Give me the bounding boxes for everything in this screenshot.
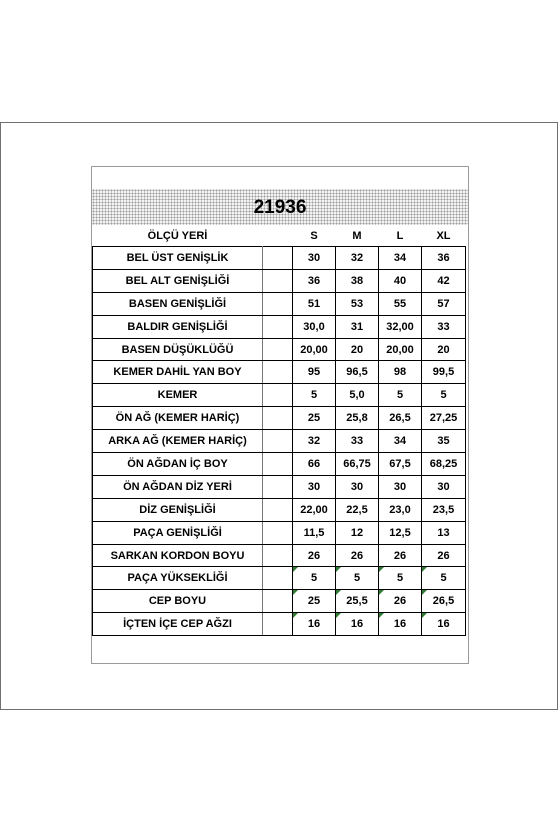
size-value-cell: 51 — [293, 292, 336, 315]
size-value-cell: 42 — [422, 269, 466, 292]
table-row — [93, 315, 466, 338]
size-value-cell: 30 — [293, 475, 336, 498]
header-size-m: M — [352, 229, 362, 242]
measure-label: DİZ GENİŞLİĞİ — [93, 498, 263, 521]
blank-cell — [263, 544, 293, 567]
size-value-cell: 68,25 — [422, 453, 466, 476]
size-value-cell: 53 — [336, 292, 379, 315]
size-value-cell: 5 — [293, 384, 336, 407]
blank-cell — [263, 475, 293, 498]
size-value-cell: 25,8 — [336, 407, 379, 430]
header-size-xl: XL — [436, 229, 451, 242]
measure-label: PAÇA GENİŞLİĞİ — [93, 521, 263, 544]
header-size-s: S — [310, 229, 318, 242]
table-row — [93, 453, 466, 476]
size-value-cell: 67,5 — [379, 453, 422, 476]
size-value-cell: 26 — [293, 544, 336, 567]
size-value-cell: 31 — [336, 315, 379, 338]
size-value-cell: 30,0 — [293, 315, 336, 338]
size-value-cell: 25 — [293, 590, 336, 613]
title-band — [92, 189, 468, 225]
size-value-cell: 32 — [336, 247, 379, 270]
size-value-cell: 26,5 — [379, 407, 422, 430]
table-row — [93, 430, 466, 453]
blank-cell — [263, 269, 293, 292]
table-row — [93, 247, 466, 270]
blank-cell — [263, 247, 293, 270]
size-value-cell: 22,00 — [293, 498, 336, 521]
size-value-cell: 38 — [336, 269, 379, 292]
size-value-cell: 5 — [379, 384, 422, 407]
size-value-cell: 16 — [422, 613, 466, 636]
size-value-cell: 5 — [336, 567, 379, 590]
size-value-cell: 25 — [293, 407, 336, 430]
size-value-cell: 20,00 — [379, 338, 422, 361]
size-value-cell: 12 — [336, 521, 379, 544]
measure-label: ÖN AĞDAN DİZ YERİ — [93, 475, 263, 498]
blank-cell — [263, 567, 293, 590]
blank-cell — [263, 498, 293, 521]
size-value-cell: 95 — [293, 361, 336, 384]
table-row — [93, 269, 466, 292]
measure-label: ÖN AĞ (KEMER HARİÇ) — [93, 407, 263, 430]
size-value-cell: 23,0 — [379, 498, 422, 521]
measure-label: KEMER DAHİL YAN BOY — [93, 361, 263, 384]
table-row — [93, 544, 466, 567]
size-value-cell: 40 — [379, 269, 422, 292]
measure-label: BEL ÜST GENİŞLİK — [93, 247, 263, 270]
measure-label: SARKAN KORDON BOYU — [93, 544, 263, 567]
blank-cell — [263, 453, 293, 476]
size-value-cell: 30 — [422, 475, 466, 498]
size-value-cell: 26 — [336, 544, 379, 567]
measure-label: BEL ALT GENİŞLİĞİ — [93, 269, 263, 292]
size-value-cell: 26,5 — [422, 590, 466, 613]
size-value-cell: 36 — [422, 247, 466, 270]
size-value-cell: 11,5 — [293, 521, 336, 544]
size-value-cell: 5 — [379, 567, 422, 590]
size-value-cell: 25,5 — [336, 590, 379, 613]
table-row — [93, 521, 466, 544]
size-value-cell: 12,5 — [379, 521, 422, 544]
blank-cell — [263, 315, 293, 338]
size-value-cell: 22,5 — [336, 498, 379, 521]
size-value-cell: 34 — [379, 247, 422, 270]
blank-cell — [263, 521, 293, 544]
blank-cell — [263, 361, 293, 384]
size-value-cell: 26 — [379, 590, 422, 613]
size-value-cell: 96,5 — [336, 361, 379, 384]
measure-label: BALDIR GENİŞLİĞİ — [93, 315, 263, 338]
size-value-cell: 57 — [422, 292, 466, 315]
blank-cell — [263, 338, 293, 361]
header-size-l: L — [396, 229, 404, 242]
model-code: 21936 — [253, 197, 307, 218]
size-value-cell: 5,0 — [336, 384, 379, 407]
header-blank — [263, 225, 293, 247]
size-value-cell: 27,25 — [422, 407, 466, 430]
size-value-cell: 5 — [422, 567, 466, 590]
table-row — [93, 613, 466, 636]
table-row — [93, 407, 466, 430]
table-row — [93, 292, 466, 315]
size-value-cell: 26 — [422, 544, 466, 567]
size-value-cell: 55 — [379, 292, 422, 315]
blank-cell — [263, 384, 293, 407]
table-row — [93, 361, 466, 384]
size-value-cell: 16 — [379, 613, 422, 636]
table-row — [93, 590, 466, 613]
size-value-cell: 30 — [379, 475, 422, 498]
measure-label: BASEN GENİŞLİĞİ — [93, 292, 263, 315]
size-value-cell: 30 — [293, 247, 336, 270]
size-value-cell: 30 — [336, 475, 379, 498]
size-value-cell: 98 — [379, 361, 422, 384]
blank-cell — [263, 590, 293, 613]
measure-label: İÇTEN İÇE CEP AĞZI — [93, 613, 263, 636]
size-chart-sheet — [91, 166, 469, 664]
size-value-cell: 23,5 — [422, 498, 466, 521]
measure-label: BASEN DÜŞÜKLÜĞÜ — [93, 338, 263, 361]
size-value-cell: 33 — [422, 315, 466, 338]
table-row — [93, 384, 466, 407]
size-value-cell: 20,00 — [293, 338, 336, 361]
table-row — [93, 475, 466, 498]
size-value-cell: 16 — [336, 613, 379, 636]
header-measure-place: ÖLÇÜ YERİ — [147, 229, 208, 242]
size-value-cell: 33 — [336, 430, 379, 453]
size-value-cell: 20 — [336, 338, 379, 361]
measure-label: KEMER — [93, 384, 263, 407]
blank-cell — [263, 430, 293, 453]
measure-label: PAÇA YÜKSEKLİĞİ — [93, 567, 263, 590]
size-value-cell: 13 — [422, 521, 466, 544]
size-value-cell: 32 — [293, 430, 336, 453]
size-value-cell: 36 — [293, 269, 336, 292]
measure-label: ÖN AĞDAN İÇ BOY — [93, 453, 263, 476]
measure-label: CEP BOYU — [93, 590, 263, 613]
size-value-cell: 16 — [293, 613, 336, 636]
size-table — [92, 225, 466, 636]
measure-label: ARKA AĞ (KEMER HARİÇ) — [93, 430, 263, 453]
table-row — [93, 567, 466, 590]
blank-cell — [263, 407, 293, 430]
header-row — [93, 225, 466, 247]
size-value-cell: 26 — [379, 544, 422, 567]
table-row — [93, 498, 466, 521]
blank-cell — [263, 613, 293, 636]
size-value-cell: 99,5 — [422, 361, 466, 384]
size-value-cell: 5 — [293, 567, 336, 590]
table-row — [93, 338, 466, 361]
blank-cell — [263, 292, 293, 315]
size-value-cell: 66 — [293, 453, 336, 476]
size-value-cell: 35 — [422, 430, 466, 453]
size-value-cell: 66,75 — [336, 453, 379, 476]
size-value-cell: 5 — [422, 384, 466, 407]
size-value-cell: 32,00 — [379, 315, 422, 338]
size-value-cell: 34 — [379, 430, 422, 453]
size-value-cell: 20 — [422, 338, 466, 361]
